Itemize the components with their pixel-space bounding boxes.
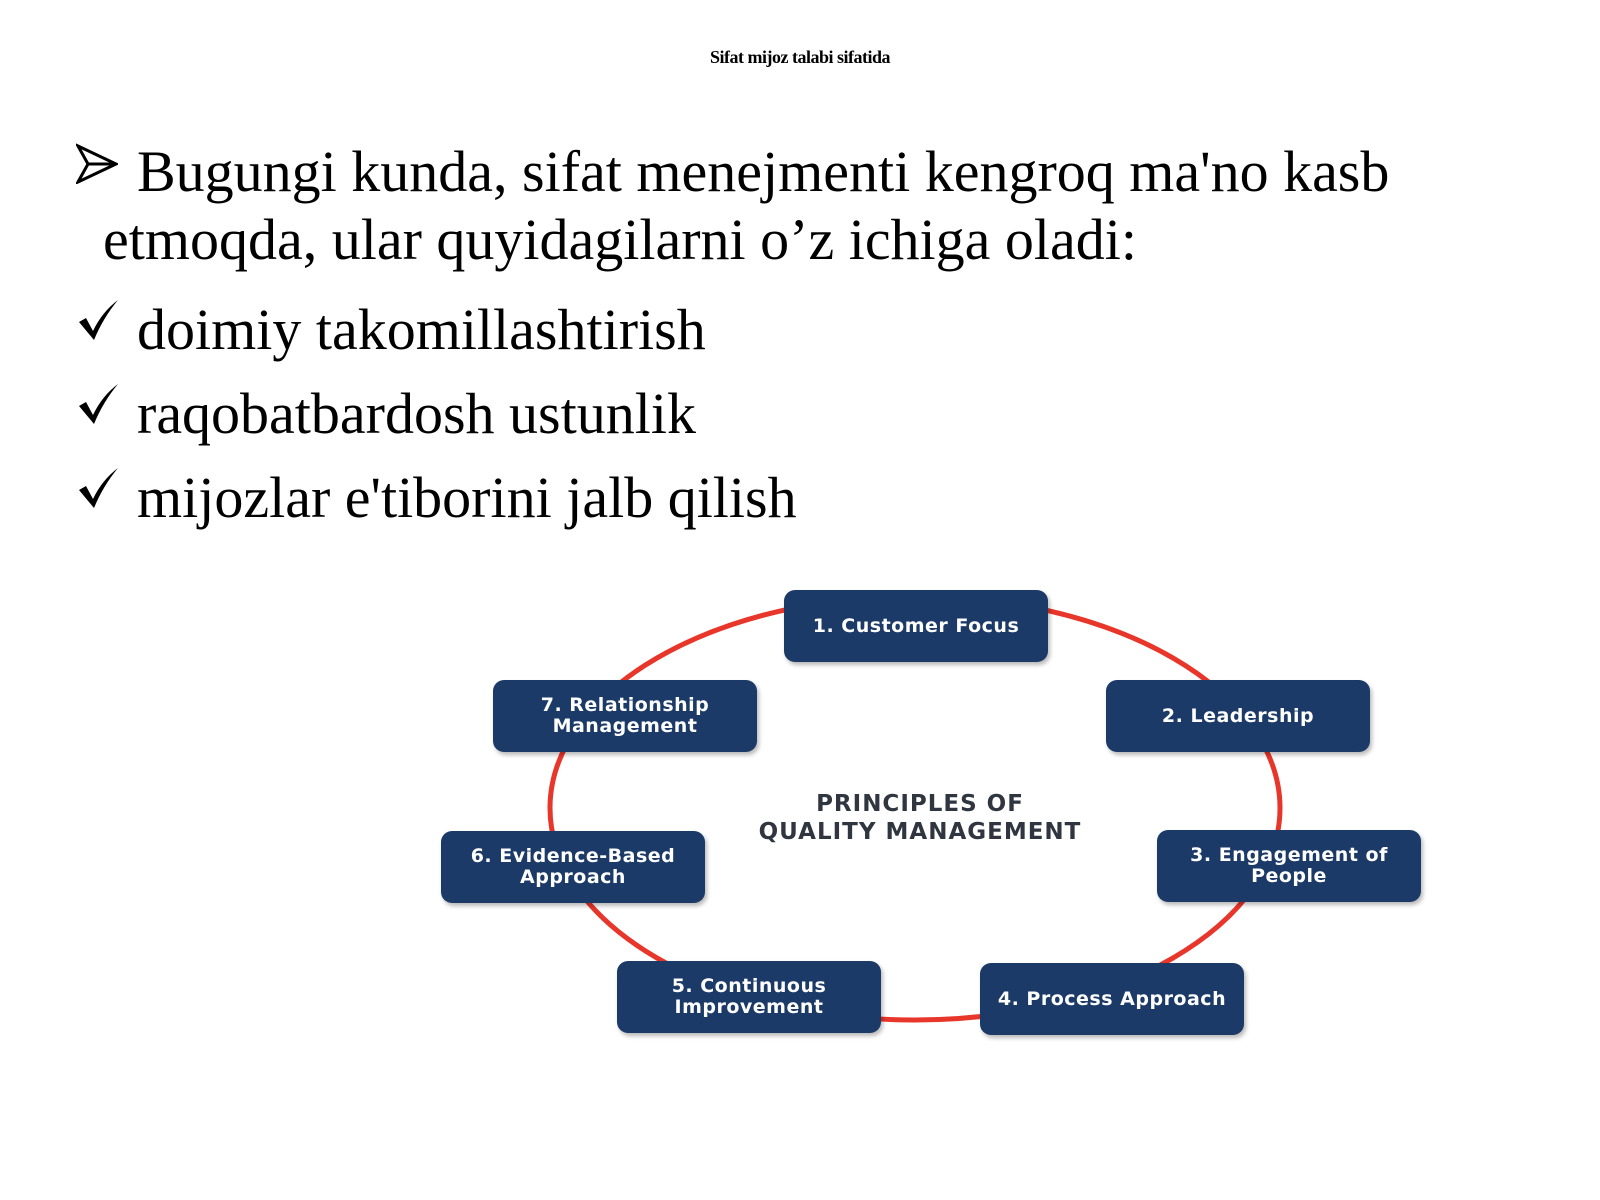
principle-label: 4. Process Approach bbox=[997, 987, 1227, 1010]
center-title-line-1: PRINCIPLES OF bbox=[816, 791, 1024, 817]
center-title-line-2: QUALITY MANAGEMENT bbox=[758, 819, 1082, 845]
list-item bbox=[76, 372, 1556, 456]
checkmark-icon bbox=[76, 298, 122, 344]
principle-node-continuous-improvement bbox=[617, 961, 881, 1033]
intro-text: Bugungi kunda, sifat menejmenti kengroq ma'no kasb etmoqda, ular quyidagilarni o’z ichiga oladi: bbox=[103, 139, 1390, 272]
slide-content bbox=[76, 138, 1556, 540]
principle-label: 6. Evidence-Based Approach bbox=[470, 845, 676, 888]
arrow-bullet-icon bbox=[76, 142, 118, 184]
principle-node-engagement-of-people bbox=[1157, 830, 1421, 902]
principle-label: 5. Continuous Improvement bbox=[671, 975, 827, 1018]
principle-node-customer-focus bbox=[784, 590, 1048, 662]
principle-label: 1. Customer Focus bbox=[812, 614, 1020, 637]
list-item bbox=[76, 288, 1556, 372]
list-item-text: doimiy takomillashtirish bbox=[137, 297, 706, 362]
diagram-center-title bbox=[695, 790, 1145, 846]
checkmark-icon bbox=[76, 382, 122, 428]
list-item bbox=[76, 456, 1556, 540]
principle-node-process-approach bbox=[980, 963, 1244, 1035]
principle-label: 7. Relationship Management bbox=[540, 694, 710, 737]
principle-node-leadership bbox=[1106, 680, 1370, 752]
quality-principles-diagram bbox=[430, 590, 1430, 1060]
list-item-text: mijozlar e'tiborini jalb qilish bbox=[137, 465, 797, 530]
principle-label: 2. Leadership bbox=[1161, 704, 1315, 727]
checkmark-icon bbox=[76, 466, 122, 512]
principle-node-relationship-management bbox=[493, 680, 757, 752]
checklist bbox=[76, 288, 1556, 540]
slide-title: Sifat mijoz talabi sifatida bbox=[710, 47, 890, 67]
principle-label: 3. Engagement of People bbox=[1190, 844, 1388, 887]
list-item-text: raqobatbardosh ustunlik bbox=[137, 381, 696, 446]
principle-node-evidence-based-approach bbox=[441, 831, 705, 903]
intro-bullet bbox=[76, 138, 1556, 274]
